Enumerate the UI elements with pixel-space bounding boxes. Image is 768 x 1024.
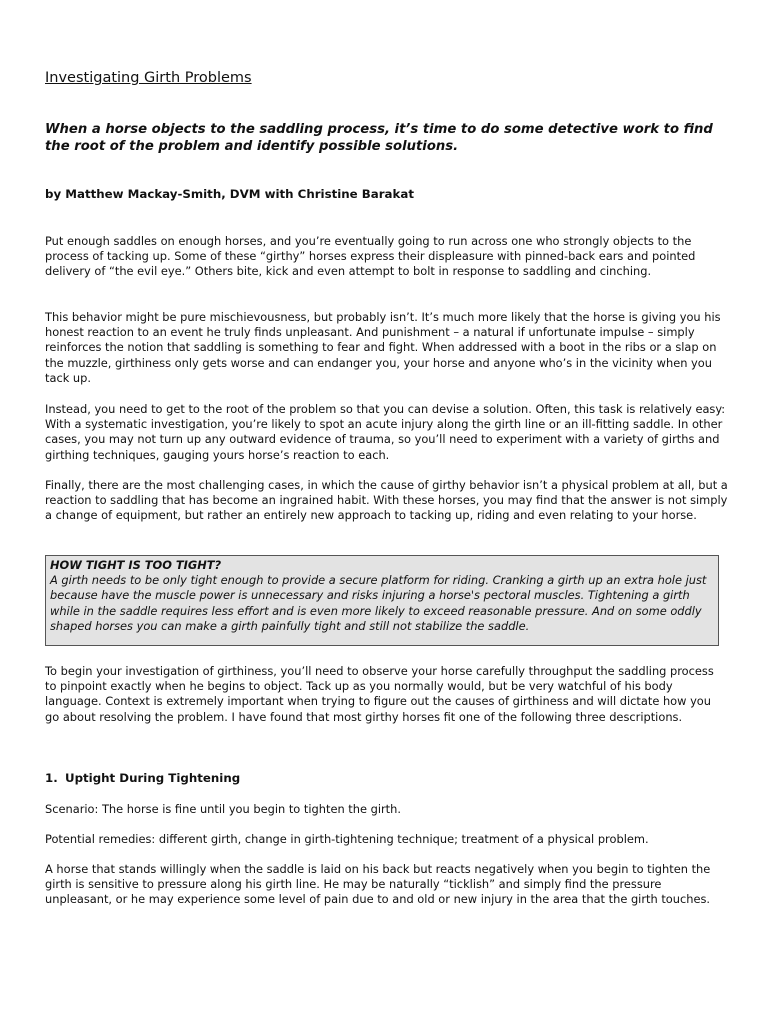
- sidebar-box: [45, 555, 719, 646]
- section-heading-text: Uptight During Tightening: [65, 771, 241, 785]
- sidebar-title: HOW TIGHT IS TOO TIGHT?: [50, 558, 222, 572]
- paragraph-1: Put enough saddles on enough horses, and you’re eventually going to run across one who strongly objects to the process of tacking up. Some of these “girthy” horses express their displeasure with pinned-back ears and pointed delivery of “the evil eye.” Others bite, kick and even attempt to bolt in response to saddling and cinching.: [45, 234, 696, 279]
- paragraph-2: This behavior might be pure mischievousness, but probably isn’t. It’s much more likely that the horse is giving you his honest reaction to an event he truly finds unpleasant. And punishment – a natural if unfortunate impulse – simply reinforces the notion that saddling is something to fear and fight. When addressed with a boot in the ribs or a slap on the muzzle, girthiness only gets worse and can endanger you, your horse and anyone who’s in the vicinity when you tack up.: [45, 310, 721, 385]
- section-number: 1.: [45, 771, 58, 785]
- section-body: A horse that stands willingly when the saddle is laid on his back but reacts negatively when you begin to tighten the girth is sensitive to pressure along his girth line. He may be naturally “ticklish” and simply find the pressure unpleasant, or he may experience some level of pain due to and old or new injury in the area that the girth touches.: [45, 862, 711, 907]
- paragraph-4: Finally, there are the most challenging cases, in which the cause of girthy behavior isn’t a physical problem at all, but a reaction to saddling that has become an ingrained habit. With these horses, you may find that the answer is not simply a change of equipment, but rather an entirely new approach to tacking up, riding and even relating to your horse.: [45, 478, 728, 523]
- article-title: Investigating Girth Problems: [45, 70, 252, 86]
- article-byline: by Matthew Mackay-Smith, DVM with Christine Barakat: [45, 187, 414, 201]
- sidebar-body: A girth needs to be only tight enough to provide a secure platform for riding. Cranking a girth up an extra hole just because have the muscle power is unnecessary and risks injuring a horse's pectoral muscles. Tightening a girth while in the saddle requires less effort and is even more likely to exceed reasonable pressure. And on some oddly shaped horses you can make a girth painfully tight and still not stabilize the saddle.: [50, 573, 707, 633]
- remedies-text: Potential remedies: different girth, change in girth-tightening technique; treatment of a physical problem.: [45, 832, 649, 846]
- paragraph-3: Instead, you need to get to the root of the problem so that you can devise a solution. Often, this task is relatively easy: With a systematic investigation, you’re likely to spot an acute injury along the girth line or an ill-fitting saddle. In other cases, you may not turn up any outward evidence of trauma, so you’ll need to experiment with a variety of girths and girthing techniques, gauging yours horse’s reaction to each.: [45, 402, 726, 462]
- paragraph-intro: To begin your investigation of girthiness, you’ll need to observe your horse carefully throughput the saddling process to pinpoint exactly when he begins to object. Tack up as you normally would, but be very watchful of his body language. Context is extremely important when trying to figure out the causes of girthiness and will dictate how you go about resolving the problem. I have found that most girthy horses fit one of the following three descriptions.: [45, 664, 714, 724]
- scenario-text: Scenario: The horse is fine until you begin to tighten the girth.: [45, 802, 401, 816]
- section-heading: [45, 770, 240, 786]
- article-subtitle: When a horse objects to the saddling process, it’s time to do some detective work to find the root of the problem and identify possible solutions.: [45, 122, 713, 154]
